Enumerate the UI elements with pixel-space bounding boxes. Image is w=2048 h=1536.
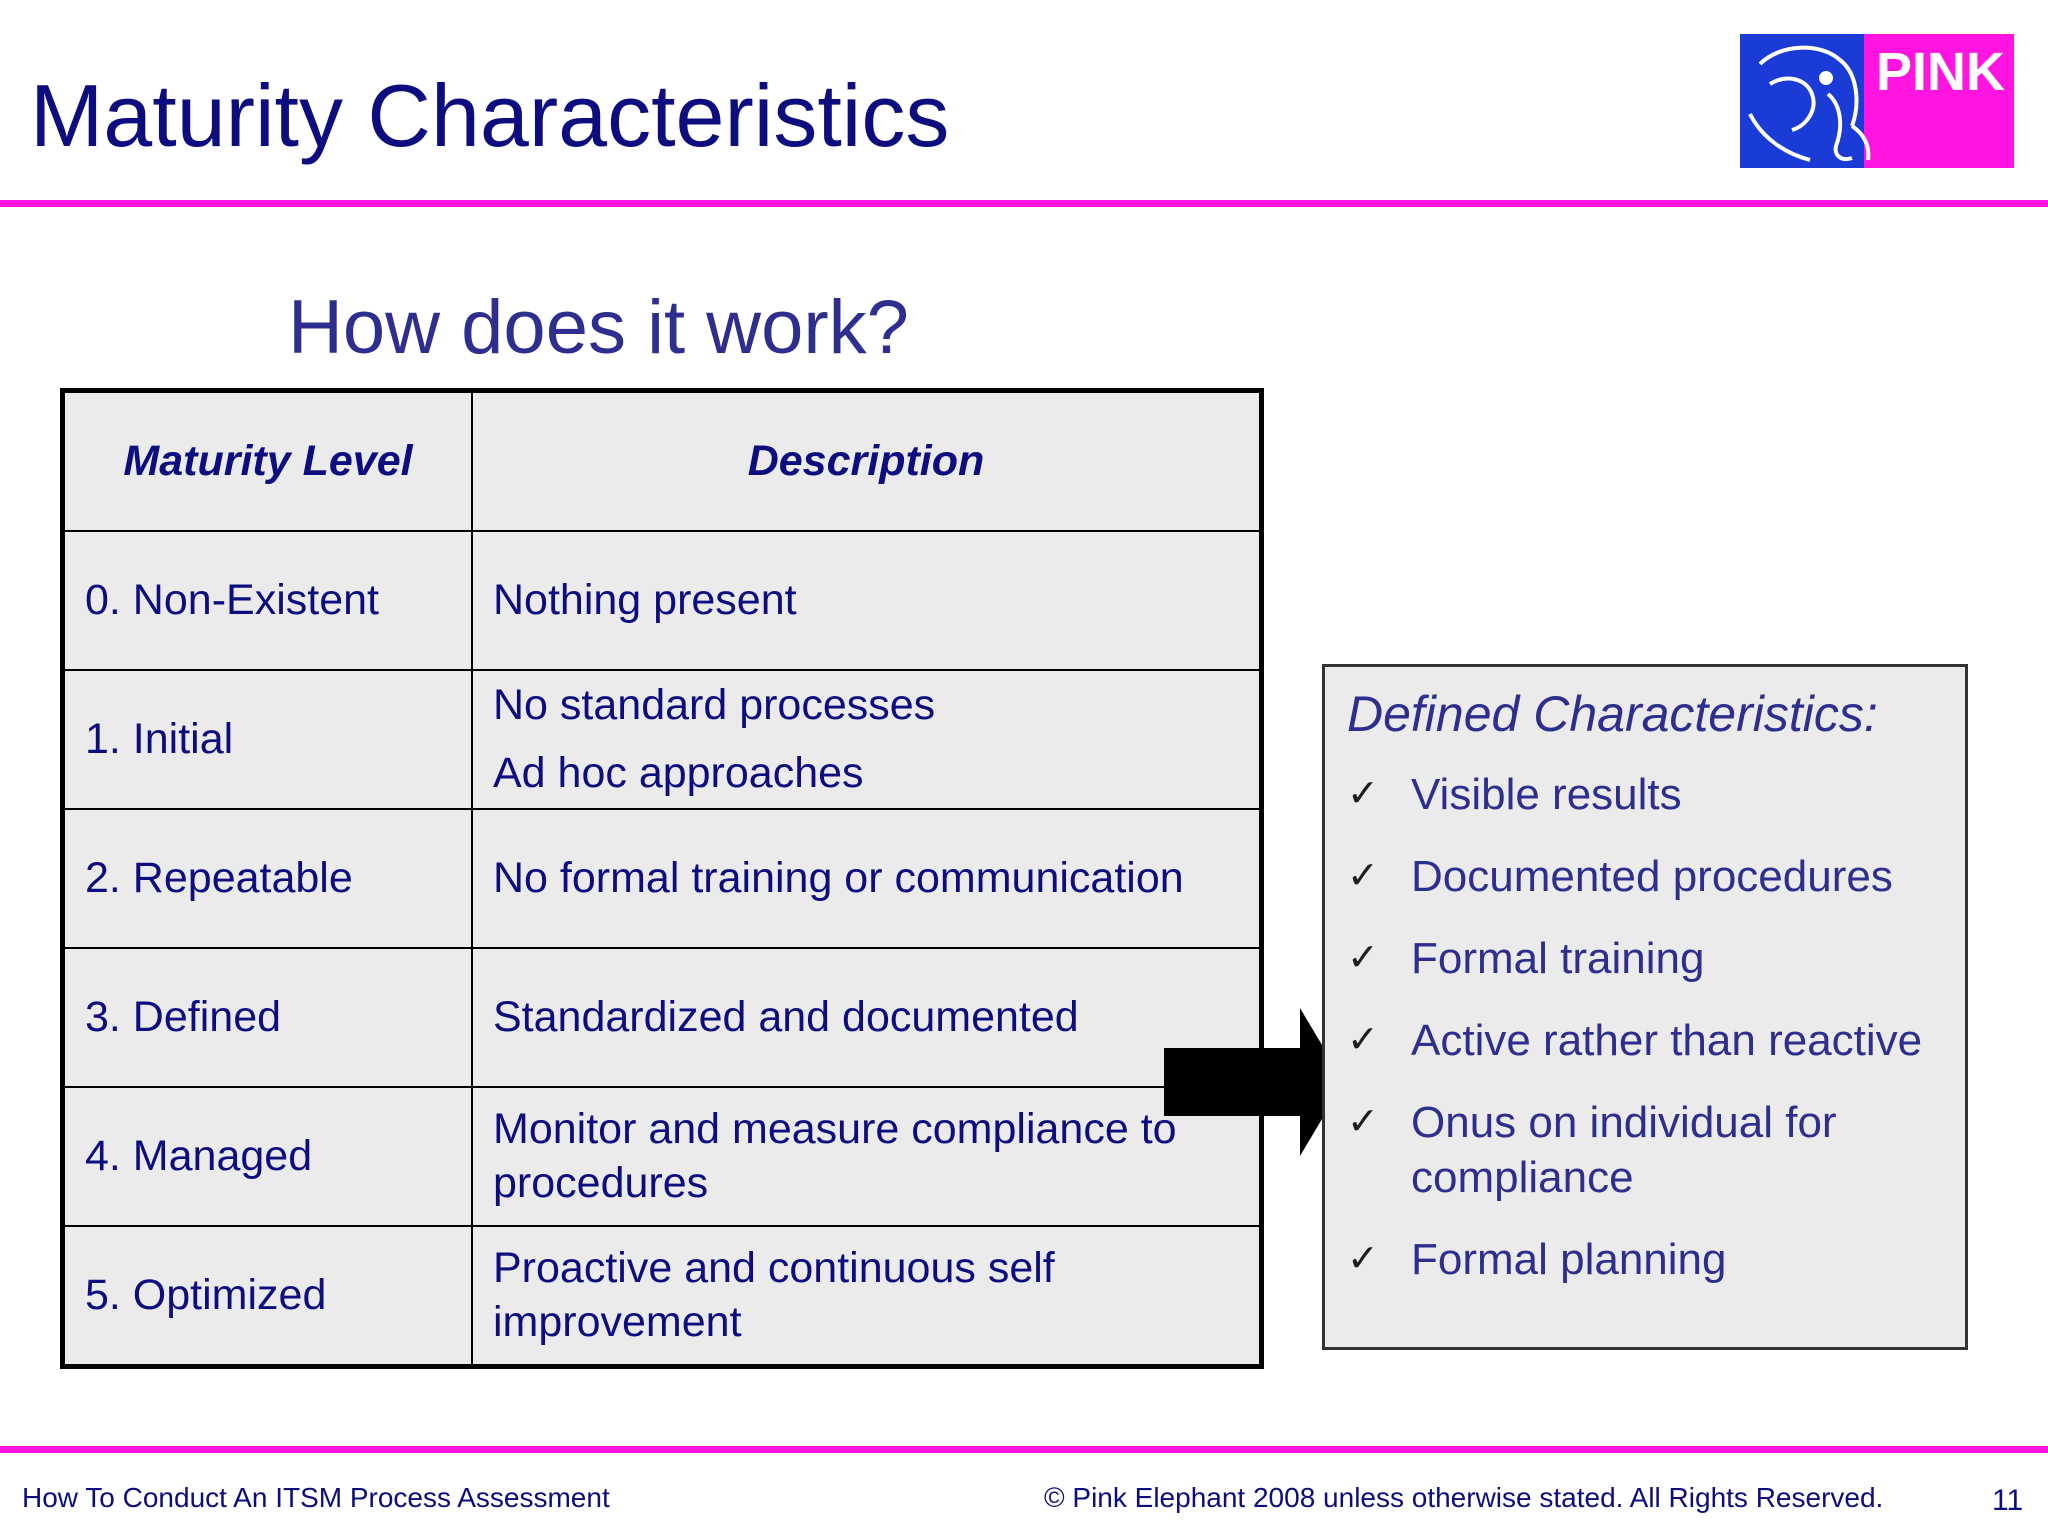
panel-title: Defined Characteristics: <box>1347 686 1878 742</box>
defined-characteristics-panel <box>1322 664 1968 1350</box>
list-item-label: Visible results <box>1411 770 1682 819</box>
description-cell <box>472 531 1262 670</box>
maturity-level-cell: 3. Defined <box>63 948 473 1087</box>
description-line: No formal training or communication <box>493 853 1184 902</box>
list-item <box>1345 1013 1955 1068</box>
header-maturity-level: Maturity Level <box>63 391 473 532</box>
list-item <box>1345 1095 1955 1205</box>
maturity-level-cell: 0. Non-Existent <box>63 531 473 670</box>
check-icon: ✓ <box>1347 1019 1379 1061</box>
pink-elephant-logo <box>1740 34 2014 168</box>
page-number: 11 <box>1992 1484 2024 1517</box>
check-icon: ✓ <box>1347 773 1379 815</box>
list-item <box>1345 767 1955 822</box>
maturity-level-cell: 2. Repeatable <box>63 809 473 948</box>
slide-subtitle: How does it work? <box>288 285 909 370</box>
list-item <box>1345 1232 1955 1287</box>
characteristics-list <box>1345 767 1955 1314</box>
description-line: Proactive and continuous self improvement <box>493 1243 1055 1346</box>
top-rule <box>0 200 2048 207</box>
list-item-label: Formal planning <box>1411 1235 1727 1284</box>
check-icon: ✓ <box>1347 855 1379 897</box>
check-icon: ✓ <box>1347 937 1379 979</box>
table-row <box>63 809 1262 948</box>
footer-copyright: © Pink Elephant 2008 unless otherwise stated. All Rights Reserved. <box>1044 1482 1884 1513</box>
svg-text:PINK: PINK <box>1876 42 2006 102</box>
description-line: Nothing present <box>493 575 797 624</box>
header-description: Description <box>472 391 1262 532</box>
list-item <box>1345 931 1955 986</box>
footer-title: How To Conduct An ITSM Process Assessment <box>22 1482 610 1513</box>
description-cell <box>472 809 1262 948</box>
description-cell <box>472 1087 1262 1226</box>
list-item-label: Active rather than reactive <box>1411 1016 1923 1065</box>
description-line: No standard processes <box>493 680 936 729</box>
description-line: Standardized and documented <box>493 992 1079 1041</box>
description-line: Monitor and measure compliance to procedures <box>493 1104 1177 1207</box>
maturity-level-cell: 5. Optimized <box>63 1226 473 1367</box>
list-item-label: Onus on individual for compliance <box>1411 1098 1837 1202</box>
check-icon: ✓ <box>1347 1101 1379 1143</box>
description-line: Ad hoc approaches <box>493 748 864 797</box>
list-item-label: Documented procedures <box>1411 852 1893 901</box>
check-icon: ✓ <box>1347 1238 1379 1280</box>
table-row <box>63 531 1262 670</box>
table-row <box>63 948 1262 1087</box>
list-item-label: Formal training <box>1411 934 1705 983</box>
maturity-level-cell: 1. Initial <box>63 670 473 809</box>
description-cell <box>472 1226 1262 1367</box>
table-row <box>63 1226 1262 1367</box>
table-row <box>63 670 1262 809</box>
list-item <box>1345 849 1955 904</box>
bottom-rule <box>0 1446 2048 1453</box>
description-cell <box>472 948 1262 1087</box>
table-row <box>63 1087 1262 1226</box>
slide-title: Maturity Characteristics <box>30 66 950 165</box>
maturity-level-cell: 4. Managed <box>63 1087 473 1226</box>
description-cell <box>472 670 1262 809</box>
table-header-row <box>63 391 1262 532</box>
right-arrow-icon <box>1164 1008 1344 1156</box>
maturity-table <box>60 388 1264 1369</box>
